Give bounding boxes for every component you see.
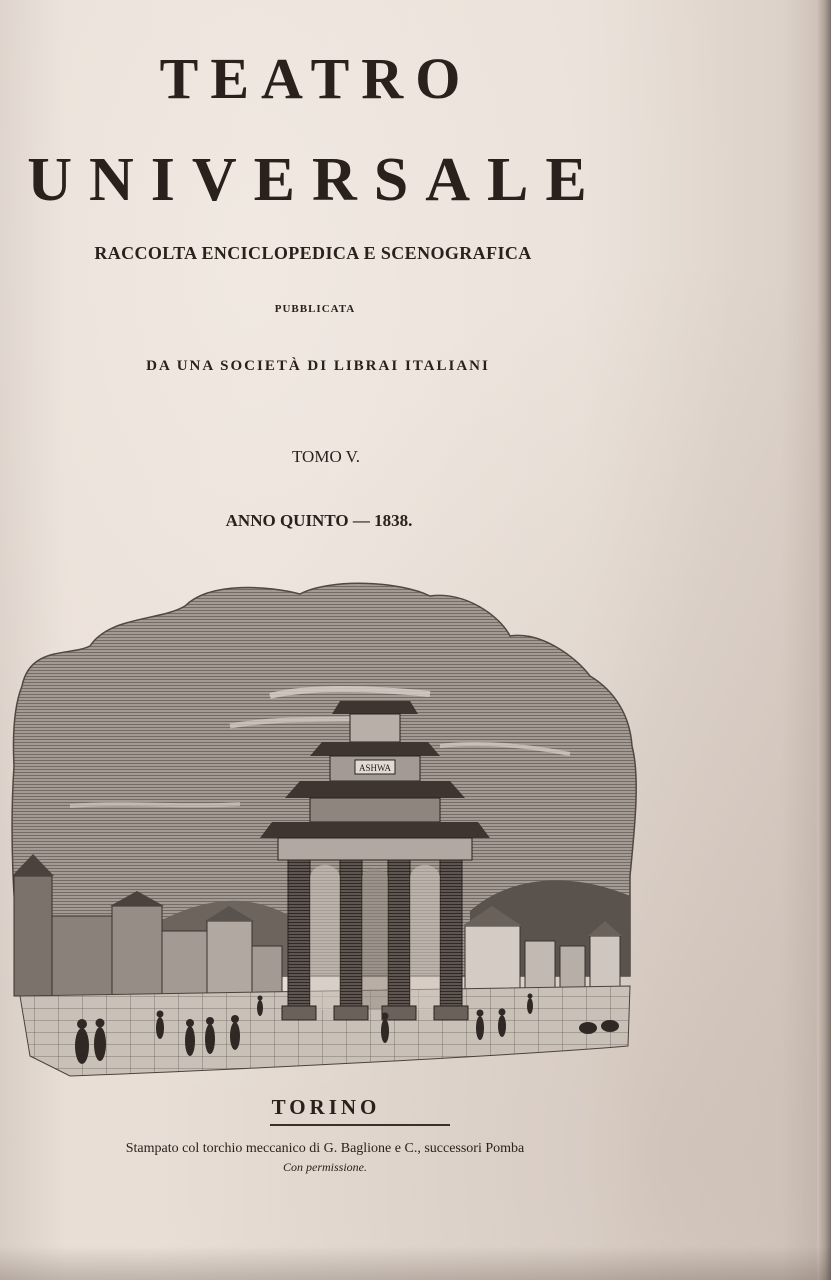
page-edge (817, 0, 831, 1280)
volume-label: TOMO V. (291, 447, 361, 466)
published-label: PUBBLICATA (274, 303, 356, 315)
title-line-2: UNIVERSALE (27, 146, 604, 214)
engraving-chinese-pagoda-gate-icon (10, 576, 640, 1082)
title-line-1: TEATRO (159, 46, 473, 111)
page-shadow (0, 1246, 831, 1280)
publisher-society: DA UNA SOCIETÀ DI LIBRAI ITALIANI (146, 358, 490, 374)
subtitle: RACCOLTA ENCICLOPEDICA E SCENOGRAFICA (94, 243, 532, 263)
imprint-printer: Stampato col torchio meccanico di G. Baglione e C., successori Pomba (125, 1141, 525, 1156)
imprint-rule (270, 1124, 450, 1126)
imprint-city: TORINO (271, 1095, 381, 1119)
year-line: ANNO QUINTO — 1838. (225, 511, 413, 530)
imprint-permission: Con permissione. (283, 1160, 367, 1174)
gate-sign-text: ASHWA (358, 763, 392, 773)
